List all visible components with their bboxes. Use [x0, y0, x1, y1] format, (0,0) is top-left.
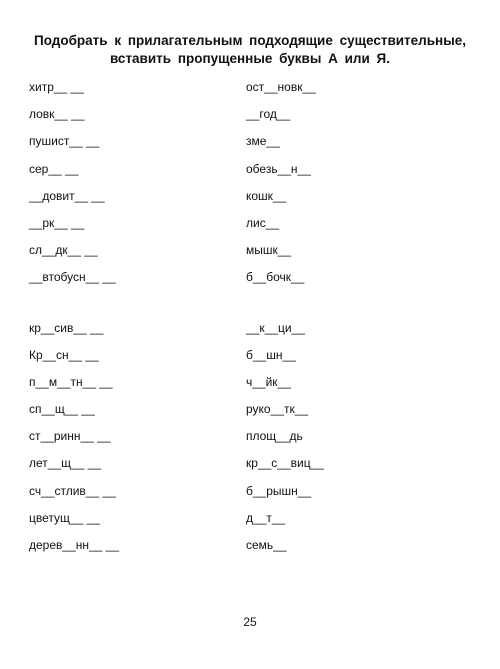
- adjective-item: сл__дк__ __: [29, 243, 98, 258]
- adjective-item: цветущ__ __: [29, 510, 100, 525]
- nouns-column: [246, 79, 446, 564]
- noun-item: __к__ци__: [246, 320, 305, 335]
- adjective-item: __довит__ __: [29, 188, 105, 203]
- adjective-item: __втобусн__ __: [29, 270, 116, 285]
- noun-item: обезь__н__: [246, 161, 311, 176]
- adjective-item: хитр__ __: [29, 80, 84, 94]
- adjective-item: сч__стлив__ __: [29, 483, 116, 498]
- noun-item: б__рышн__: [246, 483, 312, 498]
- adjective-item: лет__щ__ __: [29, 456, 102, 471]
- adjective-item: дерев__нн__ __: [29, 538, 120, 552]
- adjective-item: пушист__ __: [29, 134, 100, 149]
- adjective-item: ст__ринн__ __: [29, 429, 111, 444]
- noun-item: кошк__: [246, 188, 287, 203]
- noun-item: семь__: [246, 538, 287, 552]
- page-number: 25: [243, 615, 257, 629]
- adjective-item: сп__щ__ __: [29, 402, 95, 417]
- noun-item: б__шн__: [246, 347, 296, 362]
- group-spacer: [29, 297, 229, 320]
- adjective-item: ловк__ __: [29, 107, 85, 122]
- noun-item: ост__новк__: [246, 80, 316, 94]
- task-instruction: [20, 32, 480, 68]
- adjective-item: п__м__тн__ __: [29, 374, 113, 389]
- noun-item: зме__: [246, 134, 280, 149]
- noun-item: площ__дь: [246, 429, 303, 444]
- noun-item: кр__с__виц__: [246, 456, 324, 471]
- adjective-item: сер__ __: [29, 161, 79, 176]
- adjective-item: __рк__ __: [29, 215, 85, 230]
- noun-item: д__т__: [246, 510, 286, 525]
- noun-item: б__бочк__: [246, 270, 305, 285]
- adjective-item: Кр__сн__ __: [29, 347, 99, 362]
- noun-item: мышк__: [246, 243, 292, 258]
- adjective-item: кр__сив__ __: [29, 320, 104, 335]
- noun-item: __год__: [246, 107, 291, 122]
- noun-item: лис__: [246, 215, 280, 230]
- noun-item: ч__йк__: [246, 374, 291, 389]
- noun-item: руко__тк__: [246, 402, 309, 417]
- task-instruction-line-1: Подобрать к прилагательным подходящие существительные,: [34, 33, 466, 48]
- adjectives-column: [29, 79, 229, 564]
- task-instruction-line-2: вставить пропущенные буквы А или Я.: [109, 51, 391, 66]
- group-spacer: [246, 297, 446, 320]
